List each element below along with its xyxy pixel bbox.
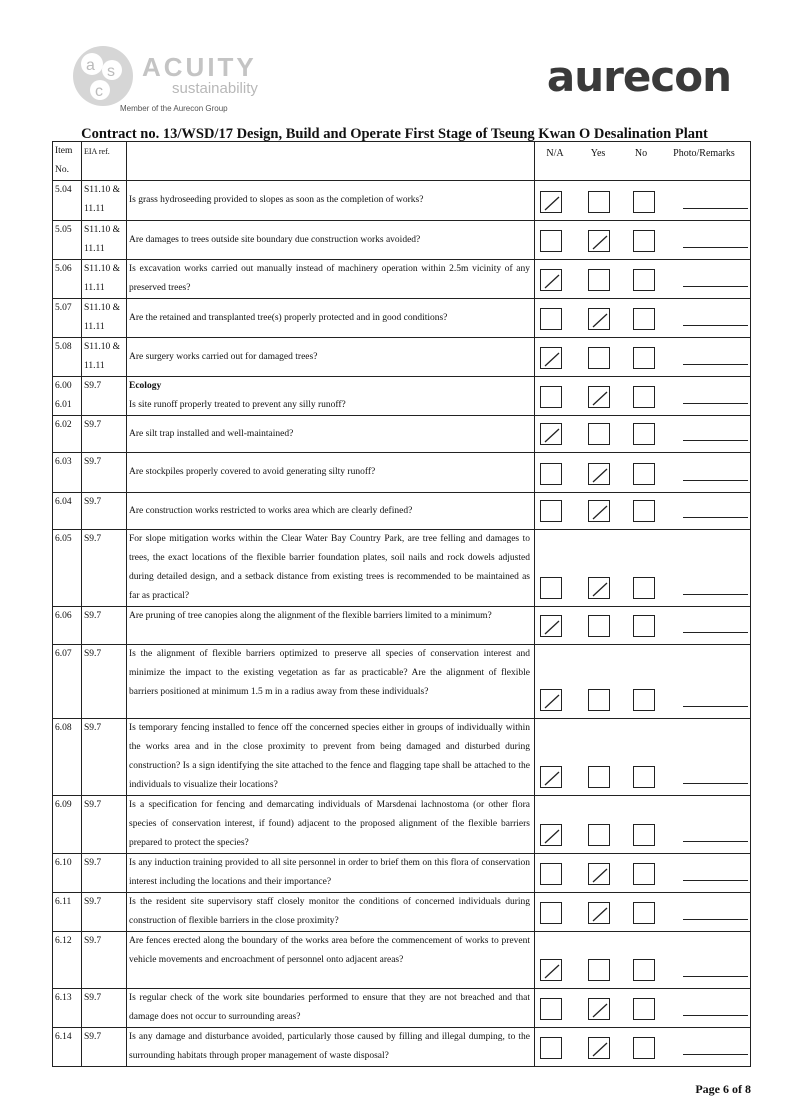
question-text: Is the resident site supervisory staff closely monitor the conditions of concerned individuals during construction of flexible barriers in the close proximity? <box>129 897 530 926</box>
checkbox-na[interactable] <box>540 500 562 522</box>
eia-ref: S11.10 & 11.11 <box>82 221 127 260</box>
remarks-line[interactable] <box>683 208 748 209</box>
eia-ref: S9.7 <box>82 1028 127 1067</box>
eia-ref: S9.7 <box>82 607 127 645</box>
aurecon-logo: aurecon <box>546 52 731 101</box>
table-row <box>53 796 751 854</box>
checkbox-na[interactable] <box>540 463 562 485</box>
checkbox-na[interactable] <box>540 308 562 330</box>
check-mark-icon <box>589 387 611 409</box>
checkbox-no[interactable] <box>633 577 655 599</box>
question-text: Are pruning of tree canopies along the alignment of the flexible barriers limited to a minimum? <box>129 611 492 621</box>
eia-ref: S9.7 <box>82 796 127 854</box>
checkbox-no[interactable] <box>633 230 655 252</box>
checkbox-no[interactable] <box>633 766 655 788</box>
item-number: 6.00 6.01 <box>53 377 82 416</box>
item-number: 6.13 <box>53 989 82 1028</box>
header-status <box>535 142 751 181</box>
item-number: 6.10 <box>53 854 82 893</box>
table-row <box>53 493 751 530</box>
check-mark-icon <box>541 192 563 214</box>
status-cell <box>535 181 751 221</box>
check-mark-icon <box>541 767 563 789</box>
svg-text:a: a <box>86 57 95 74</box>
table-row <box>53 181 751 221</box>
remarks-line[interactable] <box>683 247 748 248</box>
checkbox-no[interactable] <box>633 500 655 522</box>
question-cell <box>127 377 535 416</box>
checkbox-yes[interactable] <box>588 347 610 369</box>
remarks-line[interactable] <box>683 783 748 784</box>
question-cell <box>127 299 535 338</box>
question-cell <box>127 1028 535 1067</box>
checkbox-no[interactable] <box>633 386 655 408</box>
question-cell <box>127 453 535 493</box>
eia-ref: S9.7 <box>82 645 127 719</box>
remarks-line[interactable] <box>683 706 748 707</box>
check-mark-icon <box>589 309 611 331</box>
question-cell <box>127 645 535 719</box>
item-number: 6.03 <box>53 453 82 493</box>
item-number: 6.02 <box>53 416 82 453</box>
item-number: 5.06 <box>53 260 82 299</box>
status-cell <box>535 932 751 989</box>
question-text: Is the alignment of flexible barriers optimized to preserve all species of conservation interest and minimize the impact to the existing vegetation as far as practicable? Are the alignment of flexible barriers positioned at minimum 1.5 m in a radius away from these individuals? <box>129 649 530 697</box>
header-item <box>53 142 82 181</box>
status-cell <box>535 607 751 645</box>
acuity-subtitle: sustainability <box>172 80 258 97</box>
status-cell <box>535 796 751 854</box>
question-text: For slope mitigation works within the Clear Water Bay Country Park, are tree felling and damages to trees, the exact locations of the flexible barrier foundation plates, soil nails and rock dowels adjusted during detailed design, and a setback distance from existing trees is recommended to be maintained as far as practical? <box>129 534 530 601</box>
checkbox-na[interactable] <box>540 824 562 846</box>
item-number: 6.12 <box>53 932 82 989</box>
question-cell <box>127 932 535 989</box>
checkbox-na[interactable] <box>540 959 562 981</box>
table-row <box>53 719 751 796</box>
header-yes: Yes <box>590 148 606 159</box>
checkbox-yes[interactable] <box>588 423 610 445</box>
eia-ref: S9.7 <box>82 932 127 989</box>
question-cell <box>127 416 535 453</box>
question-text: Are fences erected along the boundary of the works area before the commencement of works to prevent vehicle movements and encroachment of personnel onto adjacent areas? <box>129 936 530 965</box>
checkbox-no[interactable] <box>633 423 655 445</box>
eia-ref: S9.7 <box>82 416 127 453</box>
check-mark-icon <box>589 903 611 925</box>
status-cell <box>535 493 751 530</box>
item-number: 5.05 <box>53 221 82 260</box>
question-text: Are damages to trees outside site boundary due construction works avoided? <box>129 234 421 245</box>
check-mark-icon <box>589 578 611 600</box>
question-text: Is any damage and disturbance avoided, particularly those caused by filling and illegal dumping, to the surrounding habitats through proper management of waste disposal? <box>129 1032 530 1061</box>
checkbox-no[interactable] <box>633 615 655 637</box>
checkbox-no[interactable] <box>633 1037 655 1059</box>
status-cell <box>535 453 751 493</box>
checkbox-yes[interactable] <box>588 308 610 330</box>
question-cell <box>127 260 535 299</box>
table-row <box>53 645 751 719</box>
table-row <box>53 260 751 299</box>
eia-ref: S11.10 & 11.11 <box>82 181 127 221</box>
eia-ref: S11.10 & 11.11 <box>82 338 127 377</box>
remarks-line[interactable] <box>683 841 748 842</box>
eia-ref: S9.7 <box>82 893 127 932</box>
remarks-line[interactable] <box>683 517 748 518</box>
header-eia <box>82 142 127 181</box>
checkbox-na[interactable] <box>540 902 562 924</box>
eia-ref: S9.7 <box>82 989 127 1028</box>
check-mark-icon <box>589 1038 611 1060</box>
status-cell <box>535 299 751 338</box>
item-number: 5.04 <box>53 181 82 221</box>
checkbox-yes[interactable] <box>588 1037 610 1059</box>
question-cell <box>127 719 535 796</box>
checkbox-na[interactable] <box>540 191 562 213</box>
table-row <box>53 932 751 989</box>
checkbox-yes[interactable] <box>588 959 610 981</box>
question-text: Are surgery works carried out for damaged trees? <box>129 351 318 362</box>
checkbox-no[interactable] <box>633 998 655 1020</box>
remarks-line[interactable] <box>683 976 748 977</box>
remarks-line[interactable] <box>683 480 748 481</box>
checkbox-na[interactable] <box>540 577 562 599</box>
remarks-line[interactable] <box>683 440 748 441</box>
check-mark-icon <box>589 464 611 486</box>
status-cell <box>535 1028 751 1067</box>
checkbox-yes[interactable] <box>588 463 610 485</box>
table-row <box>53 607 751 645</box>
acuity-wordmark: ACUITY <box>142 52 257 82</box>
check-mark-icon <box>541 270 563 292</box>
header-no: No <box>634 148 648 159</box>
checkbox-na[interactable] <box>540 230 562 252</box>
status-cell <box>535 221 751 260</box>
item-number: 6.11 <box>53 893 82 932</box>
eia-ref: S9.7 <box>82 854 127 893</box>
checkbox-yes[interactable] <box>588 902 610 924</box>
table-row <box>53 530 751 607</box>
question-cell <box>127 854 535 893</box>
member-text: Member of the Aurecon Group <box>120 104 228 113</box>
check-mark-icon <box>589 501 611 523</box>
header-remarks: Photo/Remarks <box>673 148 735 159</box>
checkbox-no[interactable] <box>633 824 655 846</box>
question-text: Is excavation works carried out manually instead of machinery operation within 2.5m vicinity of any preserved trees? <box>129 264 530 293</box>
remarks-line[interactable] <box>683 325 748 326</box>
checkbox-na[interactable] <box>540 423 562 445</box>
checkbox-na[interactable] <box>540 766 562 788</box>
question-text: Is regular check of the work site boundaries performed to ensure that they are not breached and that damage does not occur to surrounding areas? <box>129 993 530 1022</box>
checkbox-no[interactable] <box>633 463 655 485</box>
header-item-label: Item No. <box>55 146 73 175</box>
status-cell <box>535 416 751 453</box>
item-number: 6.05 <box>53 530 82 607</box>
checkbox-yes[interactable] <box>588 998 610 1020</box>
table-row <box>53 453 751 493</box>
question-cell <box>127 796 535 854</box>
item-number: 6.08 <box>53 719 82 796</box>
check-mark-icon <box>589 999 611 1021</box>
remarks-line[interactable] <box>683 403 748 404</box>
eia-ref: S9.7 <box>82 453 127 493</box>
remarks-line[interactable] <box>683 1015 748 1016</box>
checkbox-yes[interactable] <box>588 824 610 846</box>
question-cell <box>127 530 535 607</box>
item-number: 5.07 <box>53 299 82 338</box>
item-number: 6.07 <box>53 645 82 719</box>
question-text: Is site runoff properly treated to prevent any silly runoff? <box>129 400 346 410</box>
status-cell <box>535 338 751 377</box>
check-mark-icon <box>541 825 563 847</box>
checkbox-na[interactable] <box>540 1037 562 1059</box>
checkbox-na[interactable] <box>540 998 562 1020</box>
checkbox-no[interactable] <box>633 191 655 213</box>
table-row <box>53 299 751 338</box>
status-cell <box>535 645 751 719</box>
remarks-line[interactable] <box>683 919 748 920</box>
question-text: Is grass hydroseeding provided to slopes as soon as the completion of works? <box>129 195 424 205</box>
checkbox-yes[interactable] <box>588 386 610 408</box>
table-row <box>53 221 751 260</box>
checkbox-no[interactable] <box>633 863 655 885</box>
svg-text:c: c <box>95 83 103 100</box>
checkbox-na[interactable] <box>540 269 562 291</box>
contract-title: Contract no. 13/WSD/17 Design, Build and Operate First Stage of Tseung Kwan O Desalination Plant <box>81 126 708 142</box>
checkbox-na[interactable] <box>540 615 562 637</box>
remarks-line[interactable] <box>683 364 748 365</box>
svg-text:s: s <box>107 63 115 80</box>
checkbox-yes[interactable] <box>588 269 610 291</box>
item-number: 6.09 <box>53 796 82 854</box>
checkbox-yes[interactable] <box>588 230 610 252</box>
checkbox-na[interactable] <box>540 689 562 711</box>
remarks-line[interactable] <box>683 1054 748 1055</box>
question-text: Is a specification for fencing and demarcating individuals of Marsdenai lachnostoma (or other flora species of conservation interest, if found) adjacent to the proposed alignment of the flexible barriers prepared to protect the species? <box>129 800 530 848</box>
question-text: Is temporary fencing installed to fence off the concerned species either in groups of individually within the works area and in the close proximity to prevent from being damaged and disturbed during construction? Is a sign identifying the site attached to the fence and flagging tape shall be attached to the individuals to visualize their locations? <box>129 723 530 790</box>
checkbox-yes[interactable] <box>588 577 610 599</box>
checkbox-yes[interactable] <box>588 500 610 522</box>
checkbox-no[interactable] <box>633 269 655 291</box>
check-mark-icon <box>589 231 611 253</box>
header-na: N/A <box>546 148 564 159</box>
checklist-table <box>52 141 751 1067</box>
checkbox-no[interactable] <box>633 347 655 369</box>
header-eia-label: EIA ref. <box>84 147 110 156</box>
status-cell <box>535 893 751 932</box>
eia-ref: S11.10 & 11.11 <box>82 299 127 338</box>
question-cell <box>127 493 535 530</box>
header-question <box>127 142 535 181</box>
question-cell <box>127 181 535 221</box>
eia-ref: S9.7 <box>82 719 127 796</box>
status-cell <box>535 260 751 299</box>
item-number: 6.14 <box>53 1028 82 1067</box>
checkbox-na[interactable] <box>540 347 562 369</box>
question-cell <box>127 893 535 932</box>
remarks-line[interactable] <box>683 880 748 881</box>
table-row <box>53 854 751 893</box>
checkbox-yes[interactable] <box>588 689 610 711</box>
status-cell <box>535 854 751 893</box>
eia-ref: S9.7 <box>82 377 127 416</box>
check-mark-icon <box>589 864 611 886</box>
checkbox-na[interactable] <box>540 386 562 408</box>
check-mark-icon <box>541 690 563 712</box>
question-text: Are the retained and transplanted tree(s) properly protected and in good conditions? <box>129 312 448 323</box>
checkbox-yes[interactable] <box>588 191 610 213</box>
eia-ref: S9.7 <box>82 530 127 607</box>
page-number: Page 6 of 8 <box>695 1082 751 1096</box>
checkbox-no[interactable] <box>633 959 655 981</box>
table-row <box>53 893 751 932</box>
check-mark-icon <box>541 348 563 370</box>
table-row <box>53 1028 751 1067</box>
table-row <box>53 416 751 453</box>
question-cell <box>127 607 535 645</box>
remarks-line[interactable] <box>683 632 748 633</box>
check-mark-icon <box>541 616 563 638</box>
status-cell <box>535 989 751 1028</box>
question-cell <box>127 221 535 260</box>
item-number: 6.06 <box>53 607 82 645</box>
table-row <box>53 338 751 377</box>
question-text: Are silt trap installed and well-maintained? <box>129 428 294 439</box>
eia-ref: S9.7 <box>82 493 127 530</box>
table-header-row <box>53 142 751 181</box>
eia-ref: S11.10 & 11.11 <box>82 260 127 299</box>
question-text: Is any induction training provided to all site personnel in order to brief them on this flora of conservation interest including the locations and their importance? <box>129 858 530 887</box>
section-heading: Ecology <box>129 381 162 391</box>
checkbox-yes[interactable] <box>588 863 610 885</box>
checkbox-yes[interactable] <box>588 766 610 788</box>
checkbox-na[interactable] <box>540 863 562 885</box>
table-row <box>53 377 751 416</box>
item-number: 5.08 <box>53 338 82 377</box>
checkbox-no[interactable] <box>633 689 655 711</box>
status-cell <box>535 377 751 416</box>
table-row <box>53 989 751 1028</box>
check-mark-icon <box>541 960 563 982</box>
remarks-line[interactable] <box>683 286 748 287</box>
question-cell <box>127 989 535 1028</box>
item-number: 6.04 <box>53 493 82 530</box>
question-text: Are construction works restricted to works area which are clearly defined? <box>129 505 413 516</box>
checkbox-no[interactable] <box>633 902 655 924</box>
check-mark-icon <box>541 424 563 446</box>
status-cell <box>535 530 751 607</box>
remarks-line[interactable] <box>683 594 748 595</box>
checkbox-no[interactable] <box>633 308 655 330</box>
checkbox-yes[interactable] <box>588 615 610 637</box>
question-text: Are stockpiles properly covered to avoid generating silty runoff? <box>129 467 376 477</box>
question-cell <box>127 338 535 377</box>
status-cell <box>535 719 751 796</box>
